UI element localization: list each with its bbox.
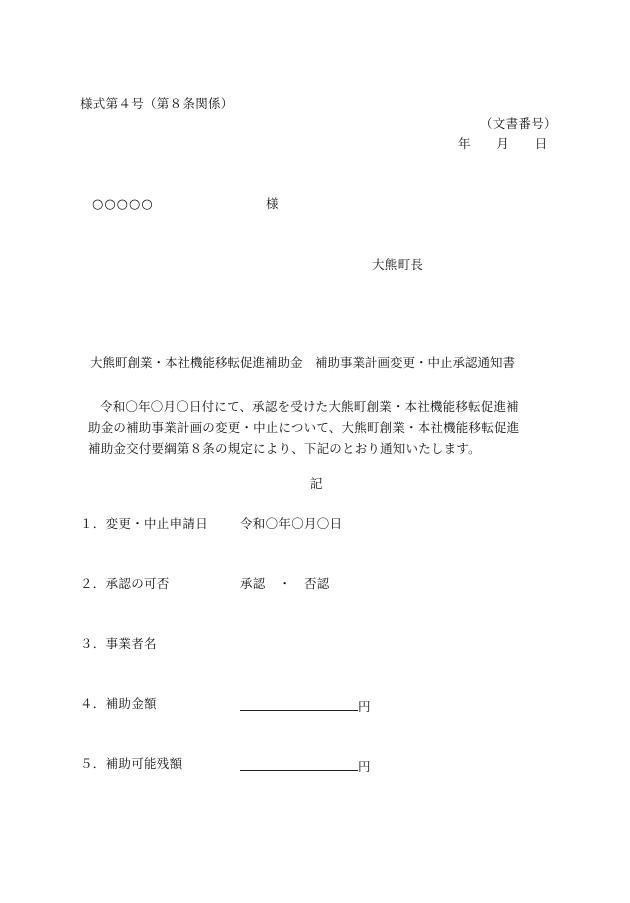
sender: 大熊町長 — [372, 257, 424, 272]
ki-heading: 記 — [310, 476, 323, 491]
addressee-honorific: 様 — [266, 196, 279, 211]
item-label: １．変更・中止申請日 — [80, 516, 209, 531]
date-line: 年 月 日 — [458, 136, 548, 151]
blank-underline — [240, 758, 358, 771]
item-value: 承認 ・ 否認 — [240, 576, 330, 591]
amount-field — [240, 758, 371, 774]
document-number: （文書番号） — [480, 116, 557, 131]
document-title: 大熊町創業・本社機能移転促進補助金 補助事業計画変更・中止承認通知書 — [90, 355, 516, 370]
body-line: 令和〇年〇月〇日付にて、承認を受けた大熊町創業・本社機能移転促進補 — [100, 399, 519, 414]
unit-label: 円 — [358, 759, 371, 774]
item-label: ２．承認の可否 — [80, 576, 170, 591]
item-label: ３．事業者名 — [80, 636, 157, 651]
blank-underline — [240, 698, 358, 711]
addressee-name: ○○○○○ — [92, 197, 154, 212]
item-label: ４．補助金額 — [80, 696, 157, 711]
form-number: 様式第４号（第８条関係） — [80, 96, 234, 111]
item-value: 令和〇年〇月〇日 — [240, 516, 343, 531]
body-line: 助金の補助事業計画の変更・中止について、大熊町創業・本社機能移転促進 — [88, 420, 520, 435]
amount-field — [240, 698, 371, 714]
item-label: ５．補助可能残額 — [80, 756, 183, 771]
body-paragraph — [88, 396, 558, 459]
unit-label: 円 — [358, 699, 371, 714]
body-line: 補助金交付要綱第８条の規定により、下記のとおり通知いたします。 — [88, 441, 481, 456]
